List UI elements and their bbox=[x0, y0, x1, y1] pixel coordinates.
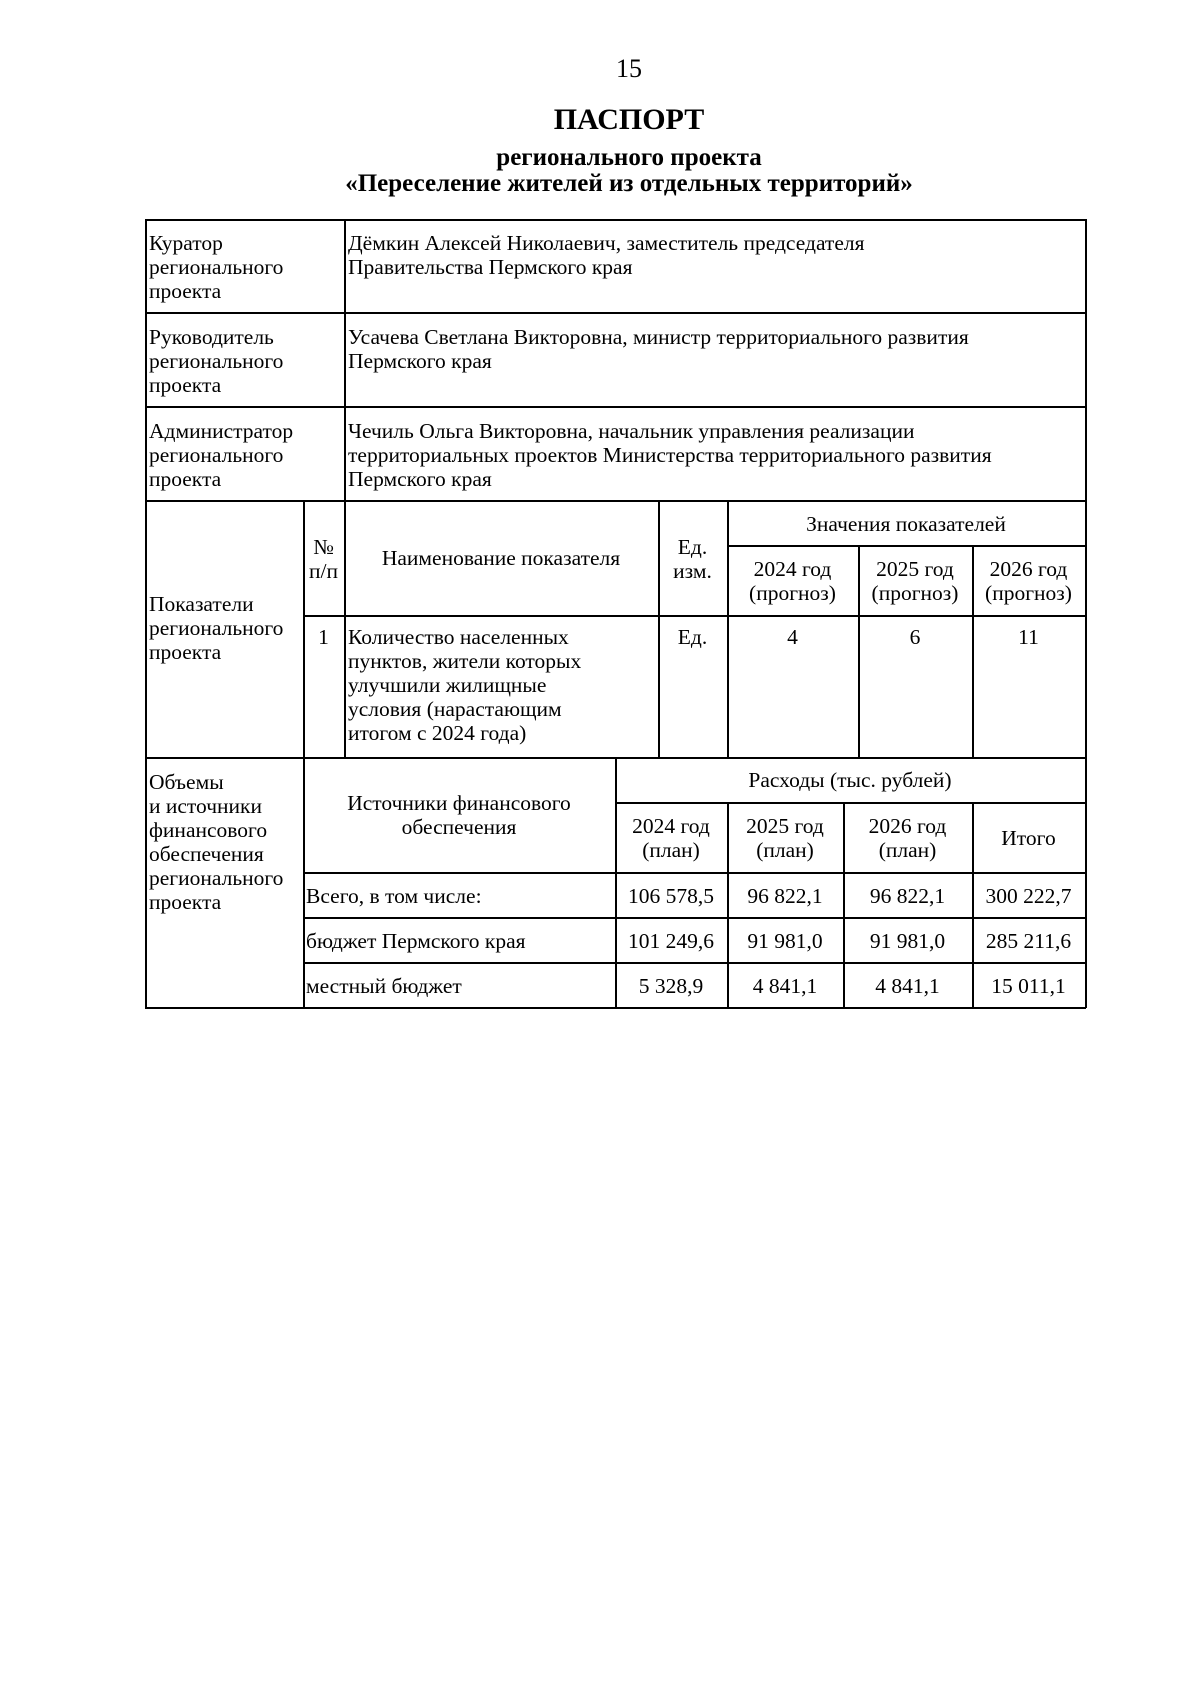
finance-year-2025-header bbox=[727, 814, 843, 862]
header-line: (план) bbox=[642, 838, 700, 862]
indicator-year-2025-header bbox=[858, 557, 972, 605]
header-line: изм. bbox=[673, 559, 712, 583]
table-border bbox=[727, 545, 1086, 547]
header-line: Ед. bbox=[677, 535, 708, 559]
header-line: (прогноз) bbox=[871, 581, 959, 605]
value-line: Усачева Светлана Викторовна, министр территориального развития bbox=[348, 325, 969, 349]
finance-row-name: бюджет Пермского края bbox=[306, 929, 526, 953]
header-line: 2026 год bbox=[868, 814, 947, 838]
head-value bbox=[348, 325, 1083, 373]
label-line: финансового bbox=[149, 818, 268, 842]
label-line: проекта bbox=[149, 467, 222, 491]
label-line: Администратор bbox=[149, 419, 294, 443]
table-border bbox=[303, 872, 1086, 874]
indicators-label bbox=[149, 592, 304, 664]
header-line: 2025 год bbox=[876, 557, 954, 581]
indicator-row-value-2026: 11 bbox=[1018, 625, 1039, 649]
table-border bbox=[145, 219, 1086, 221]
finance-row-value: 15 011,1 bbox=[991, 974, 1066, 998]
label-line: регионального bbox=[149, 866, 284, 890]
table-border bbox=[615, 757, 617, 1008]
header-line: 2025 год bbox=[746, 814, 824, 838]
finance-row-value: 300 222,7 bbox=[985, 884, 1072, 908]
indicator-row-name bbox=[348, 625, 656, 745]
value-line: территориальных проектов Министерства территориального развития bbox=[348, 443, 992, 467]
indicator-row-value-2025: 6 bbox=[909, 625, 921, 649]
curator-value bbox=[348, 231, 1083, 279]
header-line: 2024 год bbox=[753, 557, 832, 581]
table-border bbox=[303, 962, 1086, 964]
finance-expenses-title: Расходы (тыс. рублей) bbox=[748, 768, 952, 792]
curator-label bbox=[149, 231, 344, 303]
label-line: проекта bbox=[149, 279, 222, 303]
finance-label bbox=[149, 770, 304, 914]
name-line: Количество населенных bbox=[348, 625, 569, 649]
value-line: Чечиль Ольга Викторовна, начальник управления реализации bbox=[348, 419, 915, 443]
table-border bbox=[145, 1007, 1086, 1009]
admin-value bbox=[348, 419, 1083, 491]
finance-row-value: 96 822,1 bbox=[869, 884, 946, 908]
subtitle-line-1: регионального проекта bbox=[496, 144, 762, 171]
subtitle-line-2: «Переселение жителей из отдельных территорий» bbox=[345, 170, 913, 197]
finance-row-value: 106 578,5 bbox=[628, 884, 714, 908]
label-line: Показатели bbox=[149, 592, 254, 616]
indicator-name-header: Наименование показателя bbox=[381, 546, 621, 570]
indicator-num-header bbox=[303, 535, 344, 583]
value-line: Правительства Пермского края bbox=[348, 255, 633, 279]
header-line: 2024 год bbox=[632, 814, 710, 838]
finance-row-name: Всего, в том числе: bbox=[306, 884, 482, 908]
table-border bbox=[303, 615, 1086, 617]
finance-row-value: 91 981,0 bbox=[747, 929, 823, 953]
finance-year-2024-header bbox=[615, 814, 727, 862]
page-title: ПАСПОРТ bbox=[553, 103, 705, 136]
finance-total-header: Итого bbox=[1001, 826, 1056, 850]
header-line: 2026 год bbox=[989, 557, 1068, 581]
label-line: регионального bbox=[149, 255, 284, 279]
table-border bbox=[344, 219, 346, 500]
label-line: и источники bbox=[149, 794, 263, 818]
value-line: Пермского края bbox=[348, 349, 492, 373]
label-line: Объемы bbox=[149, 770, 224, 794]
header-line: (план) bbox=[756, 838, 814, 862]
label-line: Куратор bbox=[149, 231, 223, 255]
name-line: итогом с 2024 года) bbox=[348, 721, 527, 745]
finance-row-value: 91 981,0 bbox=[869, 929, 946, 953]
header-line: обеспечения bbox=[401, 815, 517, 839]
table-border bbox=[303, 917, 1086, 919]
indicator-row-num: 1 bbox=[318, 625, 329, 649]
header-line: п/п bbox=[309, 559, 338, 583]
label-line: проекта bbox=[149, 890, 222, 914]
admin-label bbox=[149, 419, 344, 491]
header-line: № bbox=[313, 535, 334, 559]
name-line: пунктов, жители которых bbox=[348, 649, 582, 673]
header-line: (план) bbox=[878, 838, 937, 862]
table-border bbox=[344, 500, 346, 757]
finance-row-value: 4 841,1 bbox=[752, 974, 818, 998]
indicator-year-2026-header bbox=[972, 557, 1085, 605]
finance-sources-header bbox=[303, 791, 615, 839]
finance-row-value: 96 822,1 bbox=[747, 884, 823, 908]
label-line: регионального bbox=[149, 349, 284, 373]
label-line: обеспечения bbox=[149, 842, 264, 866]
label-line: регионального bbox=[149, 443, 284, 467]
page-number: 15 bbox=[616, 54, 642, 83]
value-line: Дёмкин Алексей Николаевич, заместитель председателя bbox=[348, 231, 865, 255]
table-border bbox=[615, 802, 1086, 804]
name-line: улучшили жилищные bbox=[348, 673, 547, 697]
indicator-values-title: Значения показателей bbox=[806, 512, 1006, 536]
indicator-year-2024-header bbox=[727, 557, 858, 605]
finance-row-value: 101 249,6 bbox=[628, 929, 714, 953]
label-line: проекта bbox=[149, 640, 222, 664]
name-line: условия (нарастающим bbox=[348, 697, 562, 721]
header-line: (прогноз) bbox=[985, 581, 1072, 605]
finance-row-value: 4 841,1 bbox=[875, 974, 940, 998]
header-line: (прогноз) bbox=[749, 581, 836, 605]
finance-row-value: 285 211,6 bbox=[985, 929, 1072, 953]
header-line: Источники финансового bbox=[347, 791, 571, 815]
finance-year-2026-header bbox=[843, 814, 972, 862]
label-line: проекта bbox=[149, 373, 222, 397]
finance-row-name: местный бюджет bbox=[306, 974, 462, 998]
head-label bbox=[149, 325, 344, 397]
table-border bbox=[145, 500, 1086, 502]
value-line: Пермского края bbox=[348, 467, 492, 491]
table-border bbox=[145, 406, 1086, 408]
label-line: регионального bbox=[149, 616, 284, 640]
indicator-row-unit: Ед. bbox=[677, 625, 708, 649]
indicator-unit-header bbox=[658, 535, 727, 583]
indicator-row-value-2024: 4 bbox=[787, 625, 798, 649]
table-border bbox=[145, 312, 1086, 314]
label-line: Руководитель bbox=[149, 325, 274, 349]
page-subtitle bbox=[0, 145, 1200, 197]
table-border bbox=[1085, 219, 1087, 1008]
finance-row-value: 5 328,9 bbox=[638, 974, 704, 998]
table-border bbox=[145, 219, 147, 1008]
